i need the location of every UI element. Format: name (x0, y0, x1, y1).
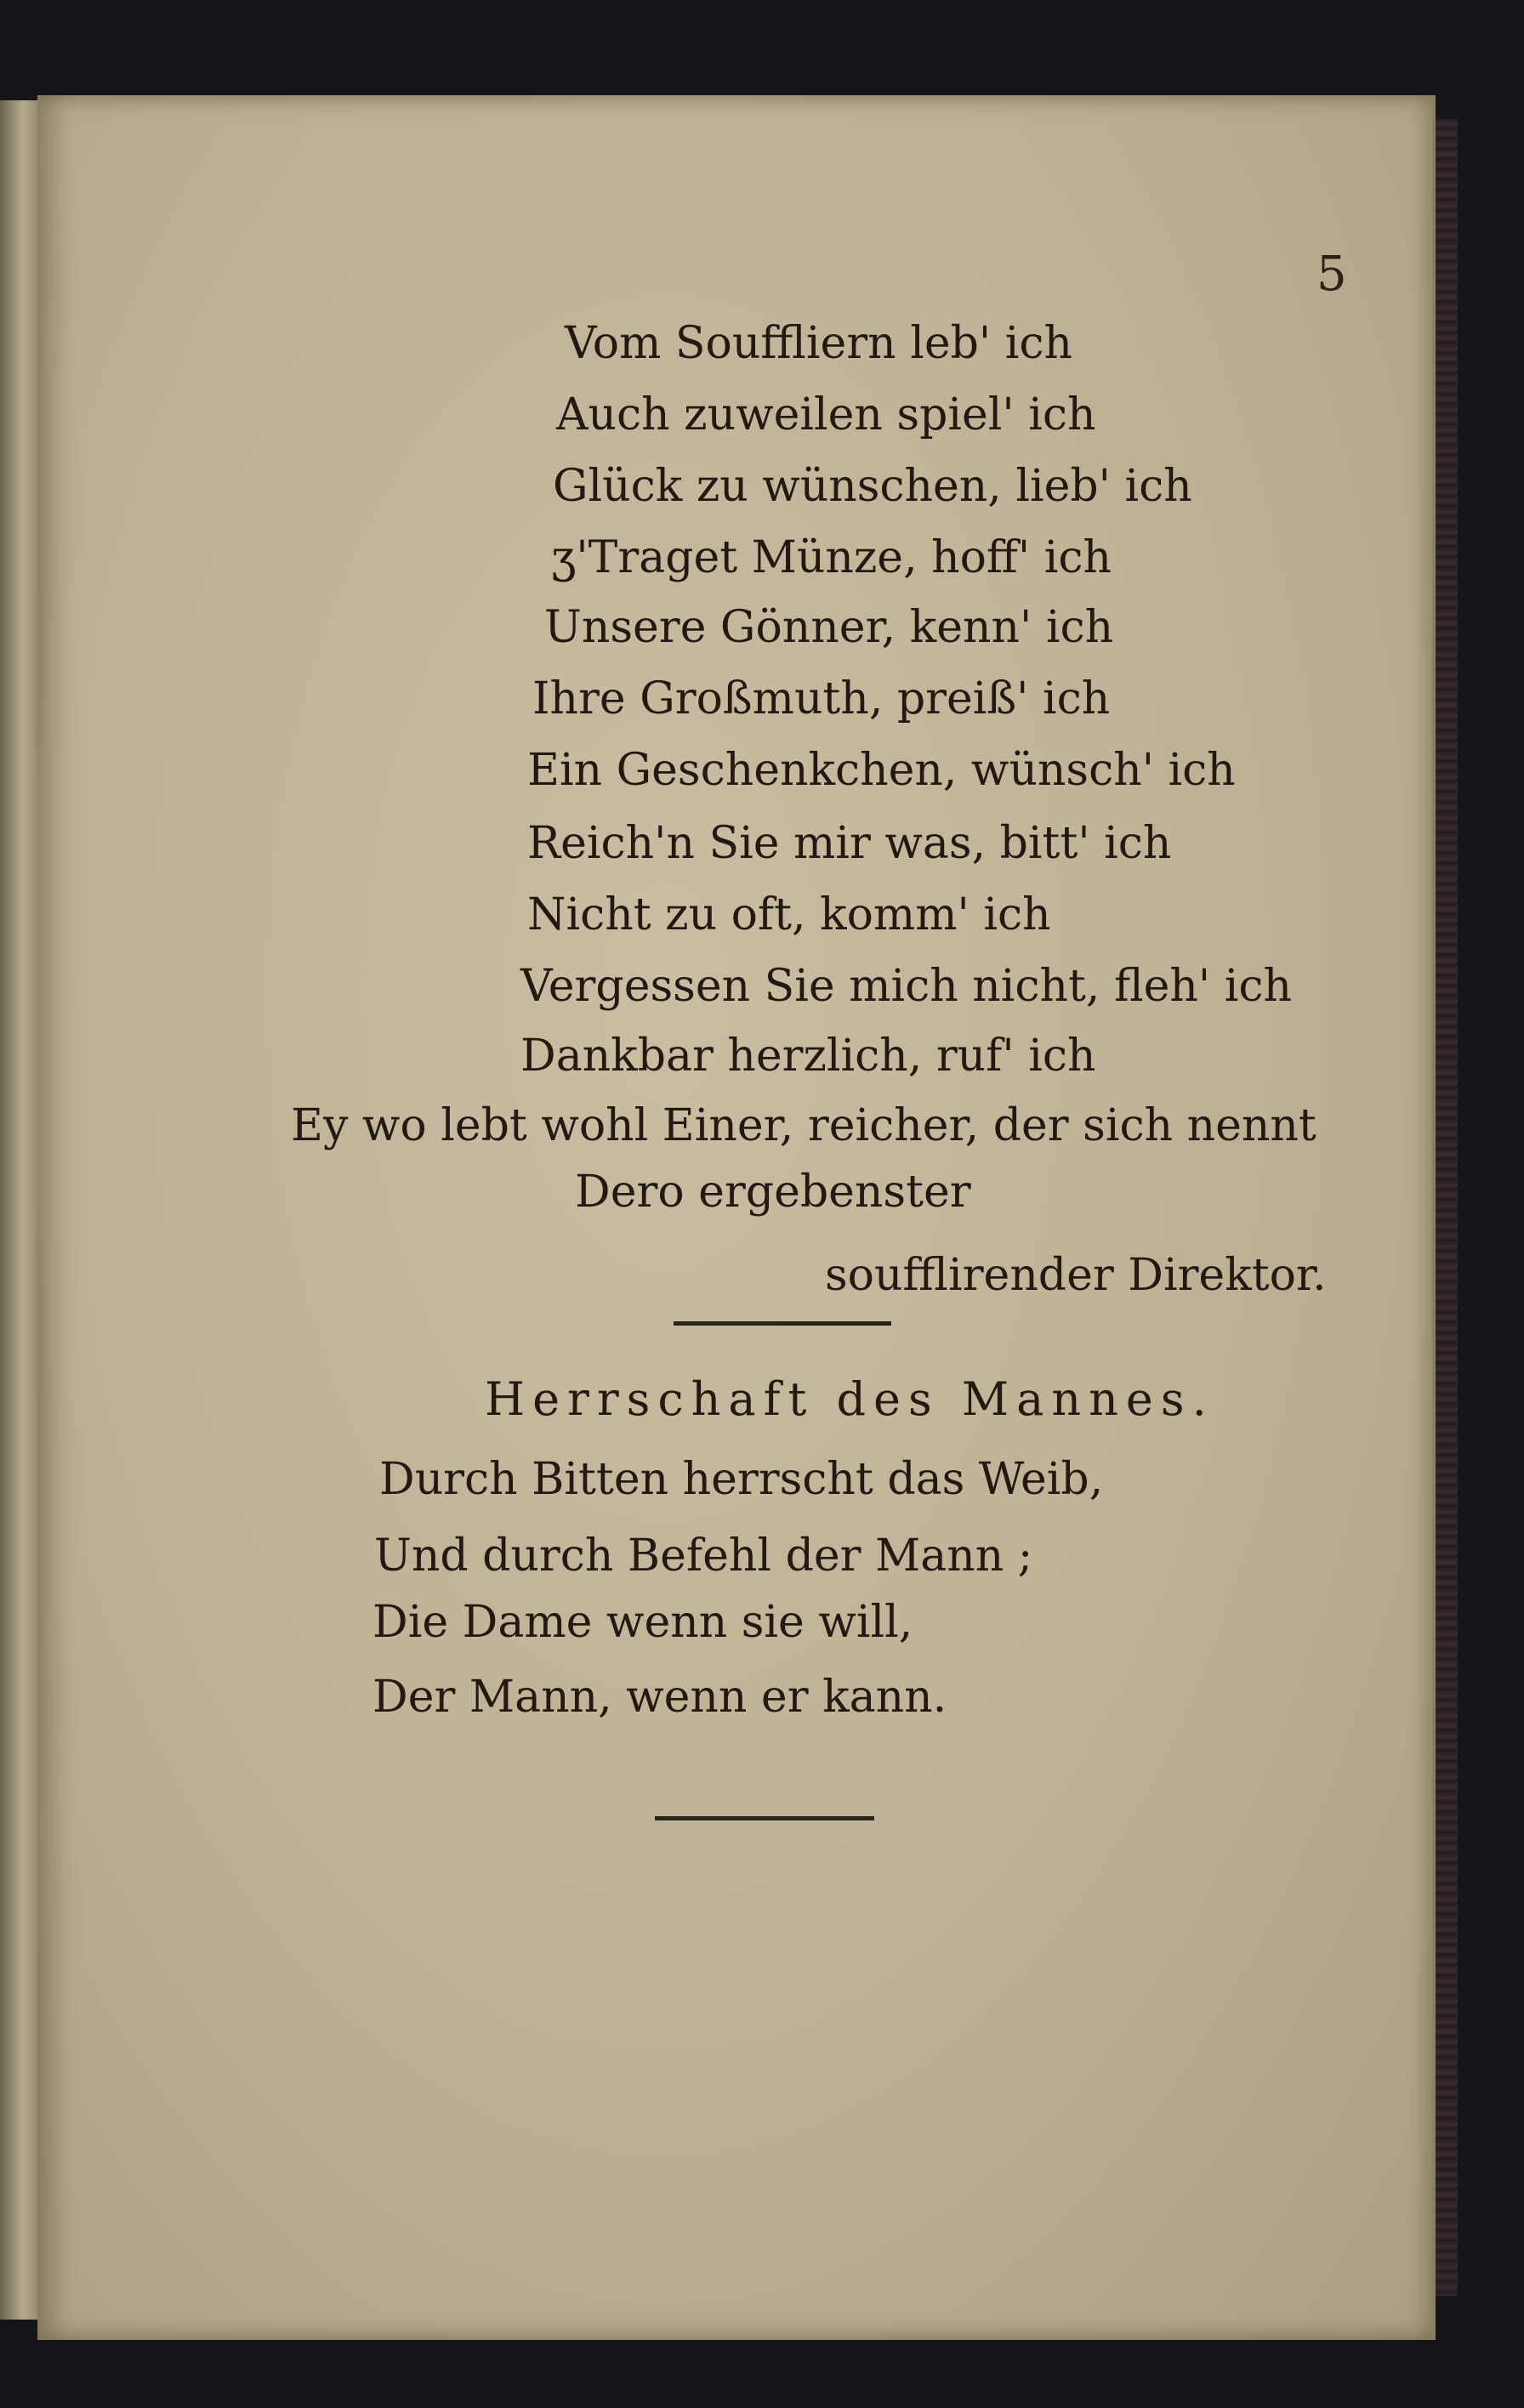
poem-line: Vergessen Sie mich nicht, fleh' ich (520, 961, 1292, 1012)
end-divider (655, 1816, 874, 1820)
poem-line: Auch zuweilen spiel' ich (556, 389, 1096, 440)
page-number: 5 (1316, 247, 1347, 302)
poem-line: Nicht zu oft, komm' ich (527, 889, 1051, 940)
poem-line: ʒ'Traget Münze, hoff' ich (551, 532, 1112, 583)
poem-line: Unsere Gönner, kenn' ich (544, 602, 1114, 653)
poem-line: Reich'n Sie mir was, bitt' ich (527, 818, 1172, 869)
section-divider (674, 1321, 891, 1326)
signature-line: soufflirender Direktor. (825, 1250, 1327, 1301)
book-fore-edge (1432, 119, 1458, 2296)
poem-line: Ihre Großmuth, preiß' ich (532, 673, 1111, 724)
poem-line: Durch Bitten herrscht das Weib, (379, 1454, 1104, 1505)
poem-line: Die Dame wenn sie will, (372, 1597, 913, 1648)
poem-line: Glück zu wünschen, lieb' ich (553, 461, 1192, 512)
poem-line: Und durch Befehl der Mann ; (374, 1531, 1033, 1582)
poem-line: Dankbar herzlich, ruf' ich (520, 1031, 1096, 1082)
poem-title: Herrschaft des Mannes. (485, 1372, 1214, 1426)
poem-line: Ein Geschenkchen, wünsch' ich (527, 745, 1236, 796)
adjacent-page-edge (0, 100, 41, 2320)
poem-line: Dero ergebenster (575, 1167, 971, 1218)
poem-line: Vom Souffliern leb' ich (565, 318, 1072, 369)
poem-line: Ey wo lebt wohl Einer, reicher, der sich nennt (291, 1100, 1316, 1151)
poem-line: Der Mann, wenn er kann. (372, 1672, 947, 1723)
